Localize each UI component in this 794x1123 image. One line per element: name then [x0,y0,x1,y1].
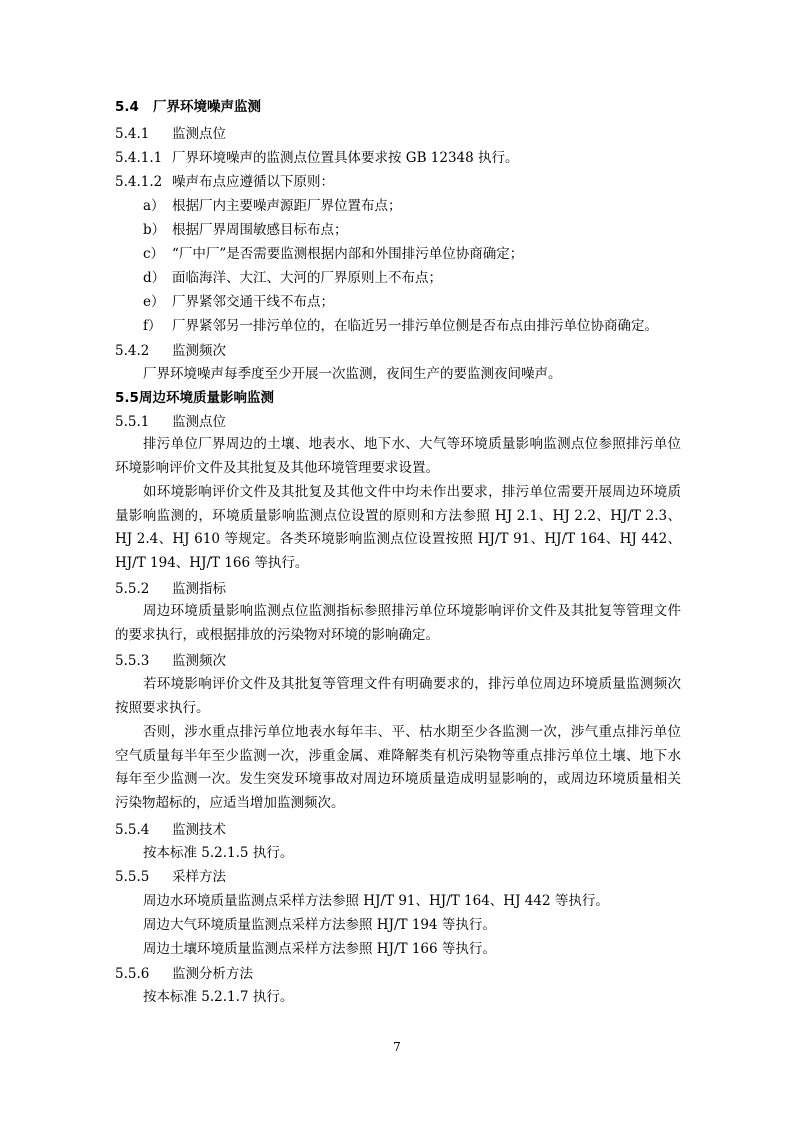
paragraph: 周边环境质量影响监测点位监测指标参照排污单位环境影响评价文件及其批复等管理文件的要求执行，或根据排放的污染物对环境的影响确定。 [115,603,681,643]
section-number: 5.5 [115,390,139,406]
section-number: 5.5.5 [115,869,150,885]
paragraph: 周边水环境质量监测点采样方法参照 HJ/T 91、HJ/T 164、HJ 442 等执行。 [143,893,609,909]
section-title: 监测点位 [172,414,226,430]
section-number: 5.4.1 [115,126,150,142]
list-item-text: 根据厂界周围敏感目标布点； [172,222,348,238]
section-title: 监测点位 [172,126,226,142]
section-title: 周边环境质量影响监测 [139,390,274,406]
page-number: 7 [393,1040,401,1054]
clause-number: 5.4.1.2 [115,174,163,190]
paragraph: 周边大气环境质量监测点采样方法参照 HJ/T 194 等执行。 [143,917,496,933]
list-marker: b） [143,222,166,238]
section-title: 采样方法 [172,869,226,885]
list-marker: f） [143,318,162,334]
list-marker: a） [143,198,165,214]
paragraph: 厂界环境噪声每季度至少开展一次监测，夜间生产的要监测夜间噪声。 [143,366,562,382]
section-number: 5.5.3 [115,653,150,669]
section-title: 监测指标 [172,581,226,597]
paragraph: 如环境影响评价文件及其批复及其他文件中均未作出要求，排污单位需要开展周边环境质量影响监测的，环境质量影响监测点位设置的原则和方法参照 HJ 2.1、HJ 2.2、HJ/T 2.3、HJ 2.4、HJ 610 等规定。各类环境影响监测点位设置按照 HJ/T 91、HJ/T 164、HJ 442、HJ/T 194、HJ/T 166 等执行。 [115,484,681,571]
list-item-text: 面临海洋、大江、大河的厂界原则上不布点； [172,270,442,286]
section-title: 厂界环境噪声监测 [153,99,261,115]
clause-text: 噪声布点应遵循以下原则： [172,174,334,190]
paragraph: 若环境影响评价文件及其批复等管理文件有明确要求的，排污单位周边环境质量监测频次按照要求执行。 [115,676,681,716]
list-item-text: 厂界紧邻交通干线不布点； [172,294,334,310]
list-marker: c） [143,246,165,262]
section-number: 5.5.2 [115,581,150,597]
list-item-text: 厂界紧邻另一排污单位的，在临近另一排污单位侧是否布点由排污单位协商确定。 [172,318,658,334]
section-number: 5.5.1 [115,414,150,430]
section-number: 5.4.2 [115,343,150,359]
section-title: 监测频次 [172,343,226,359]
section-title: 监测技术 [172,822,226,838]
section-title: 监测分析方法 [172,966,253,982]
clause-text: 厂界环境噪声的监测点位置具体要求按 GB 12348 执行。 [172,150,519,166]
list-marker: e） [143,294,165,310]
paragraph: 按本标准 5.2.1.7 执行。 [143,989,294,1005]
paragraph: 按本标准 5.2.1.5 执行。 [143,845,294,861]
clause-number: 5.4.1.1 [115,150,163,166]
section-number: 5.5.6 [115,966,150,982]
paragraph: 排污单位厂界周边的土壤、地表水、地下水、大气等环境质量影响监测点位参照排污单位环境影响评价文件及其批复及其他环境管理要求设置。 [115,436,681,476]
list-item-text: “厂中厂”是否需要监测根据内部和外围排污单位协商确定； [172,246,524,262]
paragraph: 周边土壤环境质量监测点采样方法参照 HJ/T 166 等执行。 [143,941,496,957]
list-marker: d） [143,270,166,286]
paragraph: 否则，涉水重点排污单位地表水每年丰、平、枯水期至少各监测一次，涉气重点排污单位空气质量每半年至少监测一次，涉重金属、难降解类有机污染物等重点排污单位土壤、地下水每年至少监测一次。发生突发环境事故对周边环境质量造成明显影响的，或周边环境质量相关污染物超标的，应适当增加监测频次。 [115,724,681,811]
section-title: 监测频次 [172,653,226,669]
section-number: 5.4 [115,99,139,115]
list-item-text: 根据厂内主要噪声源距厂界位置布点； [172,198,402,214]
section-number: 5.5.4 [115,822,150,838]
